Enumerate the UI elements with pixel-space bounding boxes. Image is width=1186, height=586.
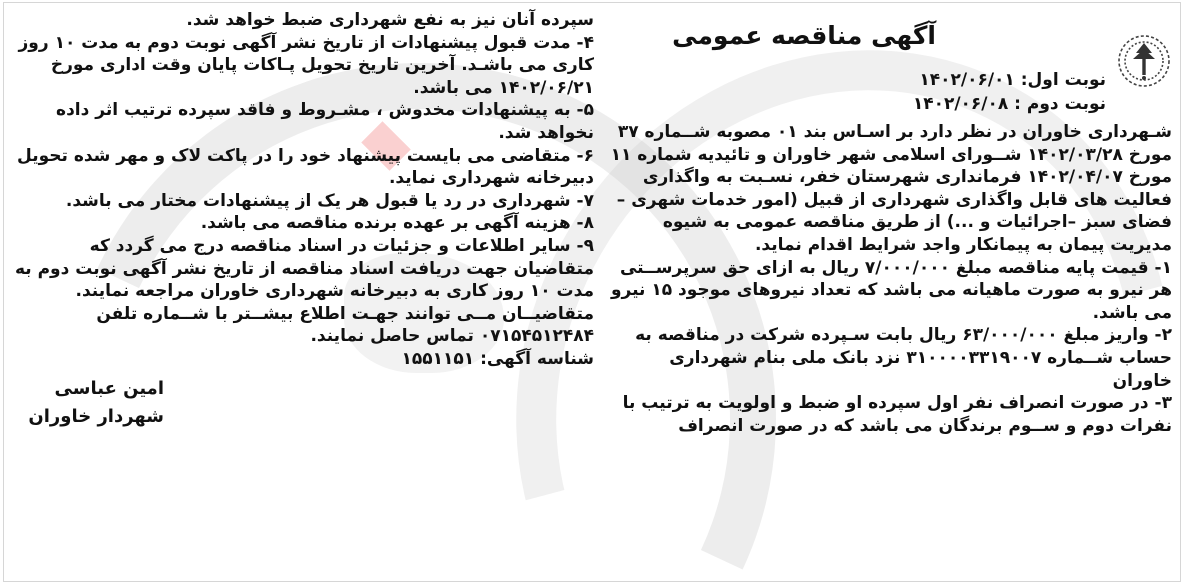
clause-5: ۵- به پیشنهادات مخدوش ، مشـروط و فاقد سپرده ترتیب اثر داده نخواهد شد. xyxy=(56,100,594,143)
left-column-body xyxy=(14,9,594,371)
clause-7: ۷- شهرداری در رد یا قبول هر یک از پیشنهادات مختار می باشد. xyxy=(65,190,594,211)
notice-header xyxy=(604,9,1172,121)
first-publication-date: نوبت اول: ۱۴۰۲/۰۶/۰۱ xyxy=(919,70,1106,90)
intro-paragraph: شـهرداری خاوران در نظر دارد بر اسـاس بند ۰۱ مصوبه شــماره ۳۷ مورخ ۱۴۰۲/۰۳/۲۸ شــورای اسلامی شهر خاوران و تائیدیه شماره ۱۱ مورخ ۱۴۰۲/۰۴/۰۷ فرمانداری شهرستان خفر، نسـبت به واگذاری فعالیت های قابل واگذاری شهرداری از قبیل (امور خدمات شهری – فضای سبز –اجرائیات و ...) از طریق مناقصه عمومی به شیوه مدیریت پیمان به پیمانکار واجد شرایط اقدام نماید. xyxy=(610,122,1172,255)
clause-3: ۳- در صورت انصراف نفر اول سپرده او ضبط و اولویت به ترتیب با نفرات دوم و ســوم برندگان می باشد که در صورت انصراف xyxy=(622,393,1172,436)
clause-8: ۸- هزینه آگهی بر عهده برنده مناقصه می باشد. xyxy=(200,213,594,234)
contact-info: متقاضیــان مــی توانند جهـت اطلاع بیشــتر با شــماره تلفن ۰۷۱۵۴۵۱۲۴۸۴ تماس حاصل نمایند. xyxy=(96,303,594,347)
clause-1: ۱- قیمت پایه مناقصه مبلغ ۷/۰۰۰/۰۰۰ ریال به ازای حق سرپرســتی هر نیرو به صورت ماهیانه می باشد که تعداد نیروهای موجود ۱۵ نیرو می باشد. xyxy=(610,257,1172,323)
right-column xyxy=(604,9,1172,437)
signature-block xyxy=(14,375,164,431)
signature-area xyxy=(14,371,594,431)
municipality-emblem-icon xyxy=(1116,31,1172,93)
clause-9: ۹- سایر اطلاعات و جزئیات در اسناد مناقصه درج می گردد که متقاضیان جهت دریافت اسناد مناقصه از تاریخ نشر آگهی نوبت دوم به مدت ۱۰ روز کاری به دبیرخانه شهرداری خاوران مراجعه نمایند. xyxy=(14,235,594,302)
clause-6: ۶- متقاضی می بایست پیشنهاد خود را در پاکت لاک و مهر شده تحویل دبیرخانه شهرداری نماید. xyxy=(17,145,594,189)
right-column-body xyxy=(604,121,1172,437)
clause-3-continuation: سپرده آنان نیز به نفع شهرداری ضبط خواهد شد. xyxy=(186,10,594,30)
notice-title: آگهی مناقصه عمومی xyxy=(672,21,936,50)
signatory-name: امین عباسی xyxy=(54,377,164,399)
clause-4: ۴- مدت قبول پیشنهادات از تاریخ نشر آگهی نوبت دوم به مدت ۱۰ روز کاری می باشـد. آخرین تاریخ تحویل پـاکات پایان وقت اداری مورخ ۱۴۰۲/۰۶/۲۱ می باشد. xyxy=(18,32,594,98)
second-publication-date: نوبت دوم : ۱۴۰۲/۰۶/۰۸ xyxy=(912,94,1106,114)
signatory-role: شهردار خاوران xyxy=(28,405,164,427)
left-column xyxy=(14,9,594,431)
notice-frame xyxy=(3,2,1181,582)
clause-2: ۲- واریز مبلغ ۶۳/۰۰۰/۰۰۰ ریال بابت سـپرده شرکت در مناقصه به حساب شــماره ۳۱۰۰۰۰۳۳۱۹۰۰۷ نزد بانک ملی بنام شهرداری خاوران xyxy=(635,325,1172,391)
ad-identifier: شناسه آگهی: ۱۵۵۱۱۵۱ xyxy=(401,348,594,369)
